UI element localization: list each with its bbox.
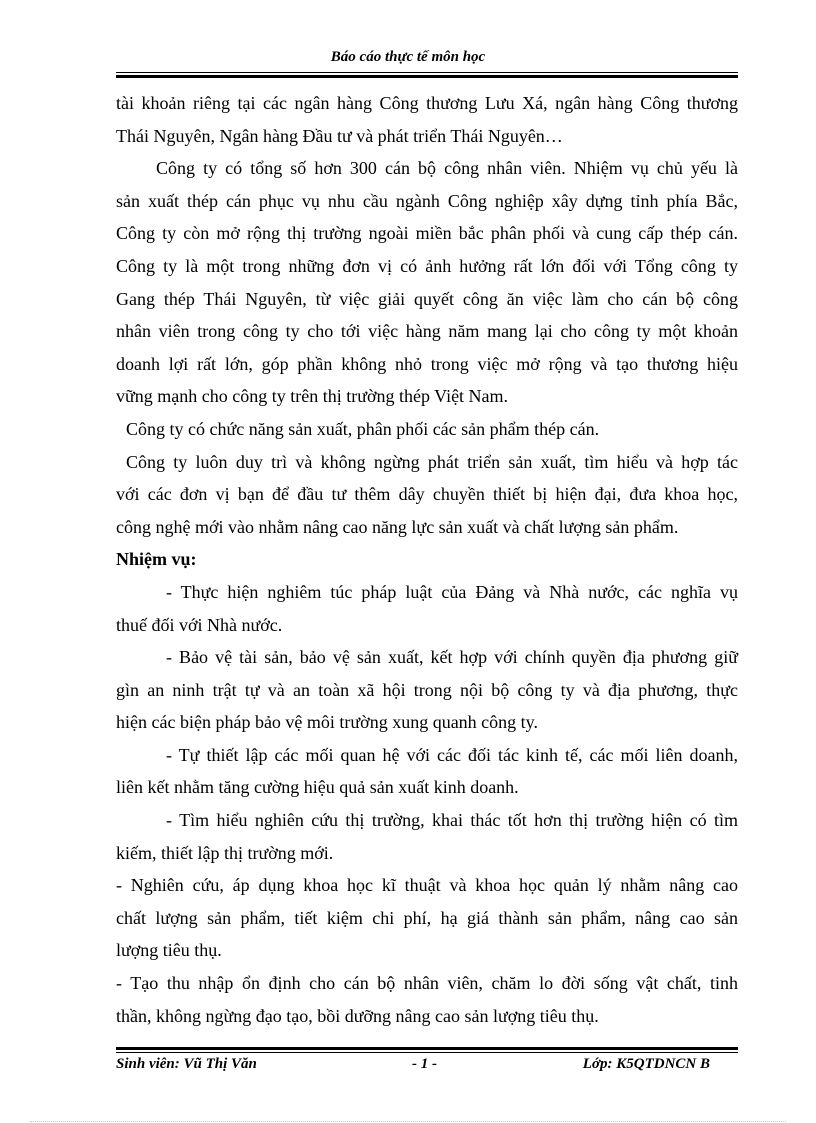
text-line: - Nghiên cứu, áp dụng khoa học kĩ thuật và khoa học quản lý nhằm nâng cao [116, 875, 738, 896]
text-line: Công ty còn mở rộng thị trường ngoài miền bắc phân phối và cung cấp thép cán. [116, 223, 738, 244]
page-bottom-divider [30, 1121, 786, 1122]
task-item [116, 967, 738, 1032]
text-line: công nghệ mới vào nhằm nâng cao năng lực sản xuất và chất lượng sản phẩm. [116, 516, 679, 537]
text-line: gìn an ninh trật tự và an toàn xã hội trong nội bộ công ty và địa phương, thực [116, 679, 738, 700]
task-item [116, 869, 738, 967]
document-body [116, 87, 738, 1032]
text-line: - Tìm hiểu nghiên cứu thị trường, khai thác tốt hơn thị trường hiện có tìm [166, 810, 738, 831]
footer-class: Lớp: K5QTDNCN B [582, 1056, 710, 1072]
text-line: hiện các biện pháp bảo vệ môi trường xung quanh công ty. [116, 712, 538, 733]
text-line: - Tự thiết lập các mối quan hệ với các đối tác kinh tế, các mối liên doanh, [166, 744, 738, 765]
text-line: tài khoản riêng tại các ngân hàng Công thương Lưu Xá, ngân hàng Công thương [116, 93, 738, 113]
text-line: thần, không ngừng đạo tạo, bồi dưỡng nâng cao sản lượng tiêu thụ. [116, 1005, 599, 1026]
text-line: - Thực hiện nghiêm túc pháp luật của Đảng và Nhà nước, các nghĩa vụ [166, 581, 738, 602]
task-item [116, 576, 738, 641]
section-heading-tasks [116, 543, 738, 576]
footer-rule-thin [116, 1052, 738, 1053]
text-line: Công ty là một trong những đơn vị có ảnh hưởng rất lớn đối với Tổng công ty [116, 255, 738, 276]
section-heading: Nhiệm vụ: [116, 549, 197, 570]
text-line: lượng tiêu thụ. [116, 940, 222, 961]
text-line: vững mạnh cho công ty trên thị trường thép Việt Nam. [116, 386, 509, 407]
footer-rule-thick [116, 1047, 738, 1050]
task-item [116, 641, 738, 739]
text-line: chất lượng sản phẩm, tiết kiệm chi phí, hạ giá thành sản phẩm, nâng cao sản [116, 907, 738, 928]
paragraph-accounts [116, 87, 738, 152]
footer-page-number: - 1 - [412, 1056, 437, 1072]
footer-row [116, 1056, 738, 1078]
text-line: Công ty có chức năng sản xuất, phân phối các sản phẩm thép cán. [126, 418, 600, 439]
text-line: Công ty luôn duy trì và không ngừng phát triển sản xuất, tìm hiểu và hợp tác [126, 451, 738, 472]
text-line: thuế đối với Nhà nước. [116, 614, 283, 635]
text-line: doanh lợi rất lớn, góp phần không nhỏ trong việc mở rộng và tạo thương hiệu [116, 353, 738, 374]
header-title: Báo cáo thực tế môn học [330, 49, 486, 65]
paragraph-development [116, 446, 738, 544]
text-line: liên kết nhằm tăng cường hiệu quả sản xuất kinh doanh. [116, 777, 519, 798]
text-line: sản xuất thép cán phục vụ nhu cầu ngành Công nghiệp xây dựng tỉnh phía Bắc, [116, 190, 738, 211]
text-line: kiếm, thiết lập thị trường mới. [116, 842, 334, 863]
header-rule-thin [116, 72, 738, 73]
task-item [116, 804, 738, 869]
header-rule-thick [116, 75, 738, 78]
text-line: - Bảo vệ tài sản, bảo vệ sản xuất, kết hợp với chính quyền địa phương giữ [166, 647, 738, 668]
text-line: Công ty có tổng số hơn 300 cán bộ công nhân viên. Nhiệm vụ chủ yếu là [156, 158, 738, 179]
footer-student: Sinh viên: Vũ Thị Văn [116, 1056, 257, 1072]
paragraph-functions [116, 413, 738, 446]
text-line: nhân viên trong công ty cho tới việc hàng năm mang lại cho công ty một khoản [116, 321, 738, 342]
paragraph-company-overview [116, 152, 738, 413]
text-line: Thái Nguyên, Ngân hàng Đầu tư và phát triển Thái Nguyên… [116, 125, 563, 146]
text-line: với các đơn vị bạn để đầu tư thêm dây chuyền thiết bị hiện đại, đưa khoa học, [116, 484, 738, 505]
text-line: Gang thép Thái Nguyên, từ việc giải quyết công ăn việc làm cho cán bộ công [116, 288, 738, 309]
task-item [116, 739, 738, 804]
text-line: - Tạo thu nhập ổn định cho cán bộ nhân viên, chăm lo đời sống vật chất, tinh [116, 973, 738, 994]
